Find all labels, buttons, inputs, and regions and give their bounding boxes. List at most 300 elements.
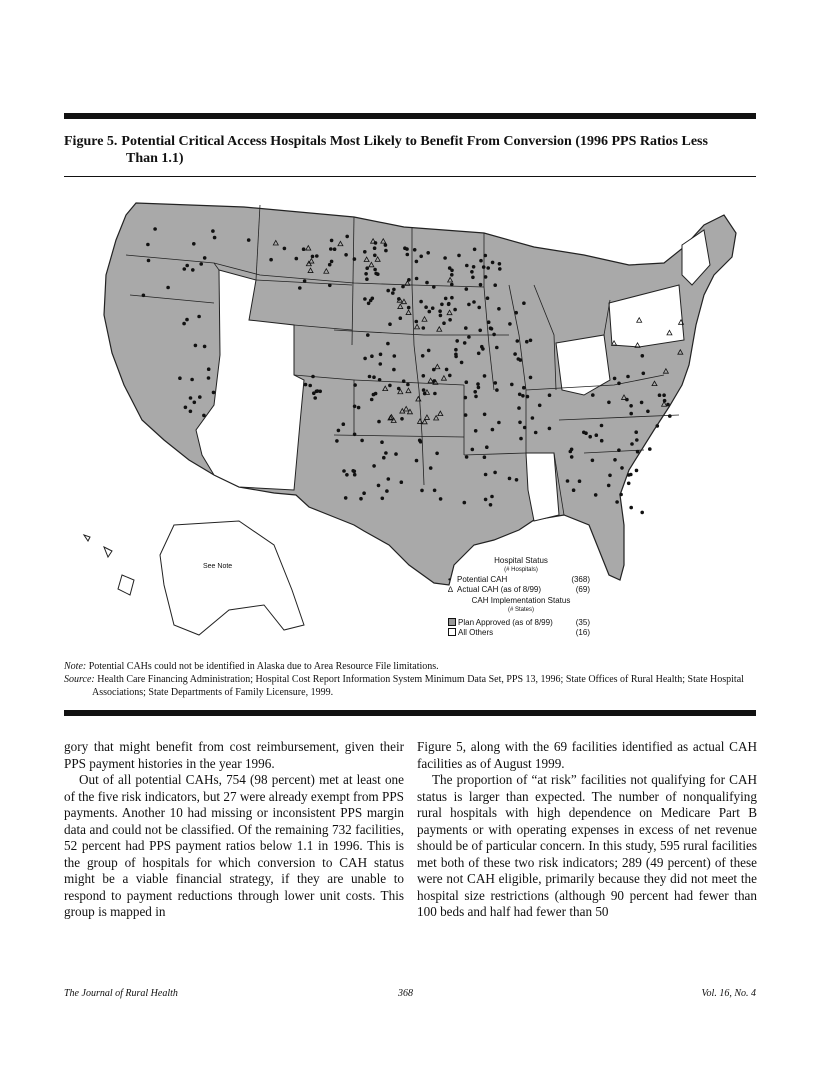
potential-cah-dot [373, 268, 377, 272]
legend-impl-sub: (# States) [507, 606, 534, 613]
potential-cah-dot [166, 286, 170, 290]
potential-cah-dot [439, 314, 443, 318]
potential-cah-dot [373, 246, 377, 250]
potential-cah-dot [629, 506, 633, 510]
potential-cah-dot [474, 429, 478, 433]
potential-cah-dot [447, 303, 451, 307]
potential-cah-dot [377, 484, 381, 488]
potential-cah-dot [400, 480, 404, 484]
potential-cah-dot [422, 374, 426, 378]
potential-cah-dot [465, 264, 469, 268]
potential-cah-dot [212, 391, 216, 395]
potential-cah-dot [450, 273, 454, 277]
potential-cah-dot [642, 372, 646, 376]
potential-cah-dot [192, 242, 196, 246]
alaska-outline [160, 521, 304, 635]
potential-cah-dot [615, 500, 619, 504]
potential-cah-dot [146, 243, 150, 247]
potential-cah-dot [497, 421, 501, 425]
potential-cah-dot [333, 247, 337, 251]
potential-cah-dot [522, 301, 526, 305]
potential-cah-dot [377, 420, 381, 424]
us-hospital-map [64, 185, 756, 650]
potential-cah-dot [529, 339, 533, 343]
potential-cah-dot [448, 318, 452, 322]
potential-cah-dot [329, 247, 333, 251]
potential-cah-dot [315, 254, 319, 258]
potential-cah-dot [636, 450, 640, 454]
potential-cah-dot [419, 255, 423, 259]
potential-cah-dot [463, 501, 467, 505]
potential-cah-dot [198, 395, 202, 399]
potential-cah-dot [189, 410, 193, 414]
potential-cah-dot [634, 430, 638, 434]
potential-cah-dot [620, 466, 624, 470]
potential-cah-dot [386, 342, 390, 346]
potential-cah-dot [484, 473, 488, 477]
potential-cah-dot [345, 473, 349, 477]
potential-cah-dot [493, 471, 497, 475]
potential-cah-dot [388, 384, 392, 388]
potential-cah-dot [425, 281, 429, 285]
footer-volume: Vol. 16, No. 4 [701, 988, 756, 999]
potential-cah-dot [344, 253, 348, 257]
potential-cah-dot [491, 428, 495, 432]
potential-cah-dot [443, 256, 447, 260]
potential-cah-dot [617, 448, 621, 452]
potential-cah-dot [207, 367, 211, 371]
potential-cah-dot [521, 394, 525, 398]
potential-cah-dot [566, 479, 570, 483]
potential-cah-dot [406, 383, 410, 387]
potential-cah-dot [464, 326, 468, 330]
potential-cah-dot [392, 288, 396, 292]
source-label: Source: [64, 674, 95, 685]
figure-title-line2: Than 1.1) [126, 151, 184, 166]
potential-cah-dot [600, 439, 604, 443]
potential-cah-dot [607, 401, 611, 405]
top-thick-rule [64, 113, 756, 119]
potential-cah-dot [658, 393, 662, 397]
legend-label: Actual CAH (as of 8/99) [457, 584, 542, 594]
potential-cah-dot [380, 440, 384, 444]
potential-cah-dot [178, 376, 182, 380]
potential-cah-dot [147, 259, 151, 263]
potential-cah-dot [481, 347, 485, 351]
others-swatch-icon [448, 628, 456, 636]
note-line [64, 660, 756, 673]
potential-cah-dot [591, 393, 595, 397]
potential-cah-dot [433, 489, 437, 493]
potential-cah-dot [569, 450, 573, 454]
potential-cah-dot [372, 464, 376, 468]
potential-cah-dot [373, 254, 377, 258]
potential-cah-dot [640, 511, 644, 515]
potential-cah-dot [313, 396, 317, 400]
potential-cah-dot [629, 473, 633, 477]
potential-cah-dot [476, 382, 480, 386]
potential-cah-dot [630, 442, 634, 446]
legend-label: Plan Approved (as of 8/99) [458, 618, 553, 627]
potential-cah-dot [401, 285, 405, 289]
potential-cah-dot [415, 320, 419, 324]
see-note-label: See Note [203, 563, 233, 570]
potential-cah-dot [318, 390, 322, 394]
potential-cah-dot [491, 261, 495, 265]
potential-cah-dot [369, 299, 373, 303]
potential-cah-dot [353, 257, 357, 261]
paragraph: Out of all potential CAHs, 754 (98 percent) met at least one of the five risk indicators, but 27 were already exempt from PPS payments. Another 10 had missing or inconsistent PPS margin data and could not be classified. Of the remaining 732 facilities, 52 percent had PPS payment ratios below 1.1 in 1996. This is the group of hospitals for which conversion to CAH status might be a viable financial strategy, if they are unable to respond to payment reductions through lower unit costs. This group is mapped in [64, 772, 404, 919]
potential-cah-dot [479, 283, 483, 287]
potential-cah-dot [413, 248, 417, 252]
potential-cah-dot [640, 401, 644, 405]
potential-cah-dot [572, 488, 576, 492]
legend-item-approved [446, 618, 596, 628]
potential-cah-dot [191, 268, 195, 272]
potential-cah-dot [424, 305, 428, 309]
potential-cah-dot [454, 348, 458, 352]
potential-cah-dot [384, 451, 388, 455]
legend-hospital-status-title: Hospital Status [494, 556, 548, 565]
footer-journal: The Journal of Rural Health [64, 988, 178, 999]
potential-cah-dot [548, 427, 552, 431]
potential-cah-dot [600, 424, 604, 428]
potential-cah-dot [473, 248, 477, 252]
potential-cah-dot [357, 406, 361, 410]
potential-cah-dot [519, 358, 523, 362]
potential-cah-dot [303, 279, 307, 283]
potential-cah-dot [548, 393, 552, 397]
potential-cah-dot [453, 308, 457, 312]
potential-cah-dot [582, 431, 586, 435]
legend-hospital-status-sub: (# Hospitals) [504, 566, 538, 573]
potential-cah-dot [302, 247, 306, 251]
paragraph: The proportion of “at risk” facilities not qualifying for CAH status is larger than expected. The number of nonqualifying rural hospitals with high dependence on Medicare Part B payments or with operating expenses in excess of net revenue should be of particular concern. In this study, 595 rural facilities met both of these two risk indicators; 289 (49 percent) of these were not CAH eligible, primarily because they did not meet the hospital size restrictions (although 90 percent had fewer than 100 beds and half had fewer than 50 [417, 772, 757, 919]
potential-cah-dot [518, 393, 522, 397]
potential-cah-dot [538, 404, 542, 408]
potential-cah-dot [619, 493, 623, 497]
potential-cah-dot [483, 413, 487, 417]
potential-cah-dot [570, 455, 574, 459]
potential-cah-dot [519, 437, 523, 441]
potential-cah-dot [213, 236, 217, 240]
figure-notes [64, 660, 756, 699]
potential-cah-dot [426, 251, 430, 255]
potential-cah-dot [364, 272, 368, 276]
potential-cah-dot [454, 353, 458, 357]
potential-cah-dot [211, 229, 215, 233]
potential-cah-dot [534, 431, 538, 435]
potential-cah-dot [595, 433, 599, 437]
legend-label: Potential CAH [457, 575, 508, 584]
potential-cah-dot [440, 303, 444, 307]
potential-cah-dot [526, 395, 530, 399]
potential-cah-dot [388, 322, 392, 326]
potential-cah-dot [486, 266, 490, 270]
figure-title-line1: Potential Critical Access Hospitals Most Likely to Benefit From Conversion (1996 PPS Ratios Less [121, 134, 708, 149]
potential-cah-dot [142, 294, 146, 298]
source-line [64, 673, 756, 699]
potential-cah-dot [641, 354, 645, 358]
potential-cah-dot [365, 277, 369, 281]
legend-label: All Others [458, 627, 494, 637]
potential-cah-dot [531, 416, 535, 420]
figure-label: Figure 5. [64, 134, 118, 149]
body-left-column [64, 739, 404, 921]
potential-cah-dot [308, 384, 312, 388]
legend-item-actual [446, 585, 596, 595]
potential-cah-dot [457, 254, 461, 258]
potential-cah-dot [182, 322, 186, 326]
potential-cah-dot [448, 374, 452, 378]
potential-cah-dot [351, 469, 355, 473]
potential-cah-dot [304, 383, 308, 387]
potential-cah-dot [372, 393, 376, 397]
potential-cah-dot [608, 474, 612, 478]
potential-cah-dot [328, 284, 332, 288]
note-text: Potential CAHs could not be identified in Alaska due to Area Resource File limitations. [86, 661, 439, 672]
potential-cah-dot [482, 265, 486, 269]
potential-cah-dot [472, 265, 476, 269]
potential-cah-dot [514, 311, 518, 315]
potential-cah-dot [465, 380, 469, 384]
body-right-column [417, 739, 757, 921]
potential-cah-dot [591, 459, 595, 463]
potential-cah-dot [465, 455, 469, 459]
potential-cah-dot [185, 264, 189, 268]
potential-cah-dot [455, 339, 459, 343]
potential-cah-dot [311, 375, 315, 379]
potential-cah-dot [492, 333, 496, 337]
potential-cah-dot [379, 362, 383, 366]
potential-cah-dot [428, 310, 432, 314]
potential-cah-dot [295, 257, 299, 261]
potential-cah-dot [467, 335, 471, 339]
potential-cah-dot [420, 489, 424, 493]
potential-cah-dot [656, 424, 660, 428]
potential-cah-dot [385, 489, 389, 493]
potential-cah-dot [495, 388, 499, 392]
potential-cah-dot-icon: • [448, 575, 451, 584]
potential-cah-dot [399, 316, 403, 320]
potential-cah-dot [613, 458, 617, 462]
potential-cah-dot [486, 296, 490, 300]
potential-cah-dot [450, 269, 454, 273]
potential-cah-dot [247, 238, 251, 242]
potential-cah-dot [207, 376, 211, 380]
potential-cah-dot [517, 406, 521, 410]
potential-cah-dot [662, 393, 666, 397]
potential-cah-dot [190, 378, 194, 382]
potential-cah-dot [429, 466, 433, 470]
potential-cah-dot [363, 357, 367, 361]
potential-cah-dot [393, 354, 397, 358]
potential-cah-dot [370, 398, 374, 402]
potential-cah-dot [617, 382, 621, 386]
potential-cah-dot [384, 249, 388, 253]
potential-cah-dot [386, 289, 390, 293]
potential-cah-dot [353, 473, 357, 477]
potential-cah-dot [315, 390, 319, 394]
note-label: Note: [64, 661, 87, 672]
potential-cah-dot [362, 491, 366, 495]
map-legend [446, 556, 596, 637]
potential-cah-dot [445, 368, 449, 372]
potential-cah-dot [330, 239, 334, 243]
potential-cah-dot [494, 381, 498, 385]
potential-cah-dot [433, 392, 437, 396]
legend-count: (368) [571, 575, 590, 584]
potential-cah-dot [203, 256, 207, 260]
potential-cah-dot [607, 484, 611, 488]
potential-cah-dot [189, 396, 193, 400]
potential-cah-dot [626, 375, 630, 379]
potential-cah-dot [184, 406, 188, 410]
potential-cah-dot [508, 477, 512, 481]
legend-count: (69) [575, 584, 590, 594]
title-rule [64, 176, 756, 177]
paragraph: gory that might benefit from cost reimbursement, given their PPS payment histories in the year 1996. [64, 739, 404, 771]
potential-cah-dot [473, 390, 477, 394]
potential-cah-dot [438, 309, 442, 313]
potential-cah-dot [283, 247, 287, 251]
potential-cah-dot [460, 361, 464, 365]
potential-cah-dot [427, 349, 431, 353]
potential-cah-dot [490, 495, 494, 499]
potential-cah-dot [484, 498, 488, 502]
potential-cah-dot [635, 438, 639, 442]
potential-cah-dot [629, 412, 633, 416]
legend-count: (16) [575, 627, 590, 637]
potential-cah-dot [203, 345, 207, 349]
potential-cah-dot [523, 426, 527, 430]
potential-cah-dot [353, 383, 357, 387]
potential-cah-dot [646, 410, 650, 414]
potential-cah-dot [374, 272, 378, 276]
potential-cah-dot [490, 327, 494, 331]
potential-cah-dot [419, 300, 423, 304]
paragraph: Figure 5, along with the 69 facilities identified as actual CAH facilities as of August 1999. [417, 739, 757, 771]
potential-cah-dot [465, 287, 469, 291]
potential-cah-dot [485, 445, 489, 449]
potential-cah-dot [193, 401, 197, 405]
potential-cah-dot [627, 482, 631, 486]
potential-cah-dot [367, 302, 371, 306]
potential-cah-dot [432, 285, 436, 289]
potential-cah-dot [422, 388, 426, 392]
potential-cah-dot [588, 435, 592, 439]
potential-cah-dot [378, 378, 382, 382]
potential-cah-dot [464, 413, 468, 417]
potential-cah-dot [483, 374, 487, 378]
potential-cah-dot [392, 368, 396, 372]
potential-cah-dot [400, 417, 404, 421]
potential-cah-dot [478, 329, 482, 333]
potential-cah-dot [513, 352, 517, 356]
potential-cah-dot [311, 255, 315, 259]
potential-cah-dot [525, 340, 529, 344]
potential-cah-dot [415, 260, 419, 264]
bottom-thick-rule [64, 710, 756, 716]
figure-title [64, 133, 754, 167]
potential-cah-dot [183, 267, 187, 271]
potential-cah-dot [479, 259, 483, 263]
potential-cah-dot [359, 497, 363, 501]
potential-cah-dot [518, 421, 522, 425]
potential-cah-dot [484, 254, 488, 258]
potential-cah-dot [471, 276, 475, 280]
potential-cah-dot [515, 478, 519, 482]
source-text: Health Care Financing Administration; Hospital Cost Report Information System Minimum Data Set, PPS 13, 1996; State Offices of Rural Health; State Hospital Associations; State Departments of Family Licensure, 1999. [92, 674, 744, 698]
potential-cah-dot [345, 235, 349, 239]
potential-cah-dot [202, 414, 206, 418]
potential-cah-dot [477, 306, 481, 310]
potential-cah-dot [353, 433, 357, 437]
potential-cah-dot [442, 321, 446, 325]
potential-cah-dot [363, 250, 367, 254]
legend-item-potential [446, 575, 596, 585]
potential-cah-dot [431, 306, 435, 310]
potential-cah-dot [402, 379, 406, 383]
potential-cah-dot [185, 318, 189, 322]
potential-cah-dot [194, 344, 198, 348]
potential-cah-dot [415, 459, 419, 463]
potential-cah-dot [498, 267, 502, 271]
potential-cah-dot [464, 396, 468, 400]
potential-cah-dot [366, 333, 370, 337]
potential-cah-dot [470, 270, 474, 274]
potential-cah-dot [635, 469, 639, 473]
potential-cah-dot [516, 339, 520, 343]
potential-cah-dot [199, 262, 203, 266]
potential-cah-dot [493, 283, 497, 287]
potential-cah-dot [484, 275, 488, 279]
potential-cah-dot [510, 383, 514, 387]
potential-cah-dot [384, 243, 388, 247]
potential-cah-dot [444, 297, 448, 301]
potential-cah-dot [381, 497, 385, 501]
potential-cah-dot [483, 455, 487, 459]
footer-page-number: 368 [398, 988, 413, 999]
potential-cah-dot [594, 493, 598, 497]
potential-cah-dot [529, 376, 533, 380]
potential-cah-dot [450, 296, 454, 300]
potential-cah-dot [394, 452, 398, 456]
approved-swatch-icon [448, 618, 456, 626]
potential-cah-dot [419, 440, 423, 444]
potential-cah-dot [435, 452, 439, 456]
potential-cah-dot [439, 497, 443, 501]
potential-cah-dot [450, 283, 454, 287]
potential-cah-dot [477, 386, 481, 390]
potential-cah-dot [477, 352, 481, 356]
potential-cah-dot [406, 253, 410, 257]
potential-cah-dot [269, 258, 273, 262]
potential-cah-dot [370, 354, 374, 358]
potential-cah-dot [613, 377, 617, 381]
potential-cah-dot [471, 448, 475, 452]
legend-item-others [446, 628, 596, 638]
potential-cah-dot [298, 286, 302, 290]
potential-cah-dot [382, 456, 386, 460]
potential-cah-dot [489, 503, 493, 507]
potential-cah-dot [463, 341, 467, 345]
potential-cah-dot [421, 354, 425, 358]
potential-cah-dot [407, 306, 411, 310]
potential-cah-dot [337, 429, 341, 433]
potential-cah-dot [497, 307, 501, 311]
potential-cah-dot [342, 469, 346, 473]
